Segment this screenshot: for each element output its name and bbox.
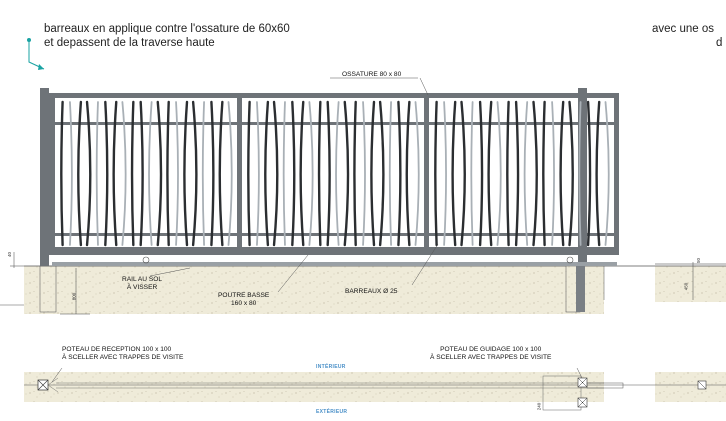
bar-dark <box>507 102 508 245</box>
bar-dark <box>398 102 400 245</box>
label-guidage-line2: À SCELLER AVEC TRAPPES DE VISITE <box>430 354 552 361</box>
bar-dark <box>301 102 304 245</box>
bar-dark <box>141 102 143 245</box>
bar-dark <box>570 102 573 245</box>
bar-dark <box>319 102 320 245</box>
bar-dark <box>328 102 330 245</box>
bar-dark <box>597 102 600 245</box>
bar-dark <box>516 102 518 245</box>
bar-light <box>203 102 204 245</box>
label-barreaux: BARREAUX Ø 25 <box>345 288 398 295</box>
bar-dark <box>371 102 374 245</box>
bar-dark <box>167 102 168 245</box>
bar-dark <box>534 102 537 245</box>
bar-dark <box>489 102 492 245</box>
note-right-line2: d <box>716 37 723 49</box>
dim-plan-small: 240 <box>536 402 542 411</box>
bar-light <box>97 102 98 245</box>
bar-light <box>471 102 472 245</box>
ground-band <box>24 266 604 314</box>
label-exterieur: EXTÉRIEUR <box>316 409 348 415</box>
bar-light <box>176 102 178 245</box>
bar-dark <box>274 102 277 245</box>
label-reception-line1: POTEAU DE RECEPTION 100 x 100 <box>62 346 172 353</box>
dim-left-large: 800 <box>71 292 77 301</box>
bar-dark <box>453 102 456 245</box>
label-poteau-guidage <box>430 346 551 362</box>
bar-dark <box>105 102 107 245</box>
label-guidage-line1: POTEAU DE GUIDAGE 100 x 100 <box>440 346 542 353</box>
bar-dark <box>220 102 223 245</box>
bar-light <box>284 102 285 245</box>
note-right-line1: avec une os <box>652 23 715 35</box>
ground-rail <box>52 262 617 266</box>
bar-dark <box>78 102 81 245</box>
dim-right-large: 450 <box>683 282 689 291</box>
label-rail-line1: RAIL AU SOL <box>122 276 163 283</box>
label-poutre-line1: POUTRE BASSE <box>218 292 270 299</box>
bar-dark <box>87 102 90 245</box>
bar-dark <box>480 102 482 245</box>
label-poutre-basse <box>218 292 269 308</box>
note-left-line2: et depassent de la traverse haute <box>44 37 215 49</box>
bar-light <box>390 102 391 245</box>
bar-dark <box>265 102 268 245</box>
dim-left-small: 40 <box>7 251 13 258</box>
label-rail <box>122 276 162 292</box>
bar-dark <box>588 102 590 245</box>
bar-dark <box>61 102 62 245</box>
bar-dark <box>543 102 544 245</box>
note-left-line1: barreaux en applique contre l'ossature de 60x60 <box>44 23 290 35</box>
bar-dark <box>407 102 410 245</box>
bar-dark <box>114 102 117 245</box>
bar-dark <box>158 102 161 245</box>
bar-dark <box>380 102 383 245</box>
bar-dark <box>132 102 133 245</box>
label-ossature: OSSATURE 80 x 80 <box>342 71 402 78</box>
bar-dark <box>292 102 294 245</box>
bar-light <box>552 102 554 245</box>
note-pointer-arrow <box>27 38 44 70</box>
bar-light <box>444 102 446 245</box>
label-poutre-line2: 160 x 80 <box>231 300 257 307</box>
bar-dark <box>211 102 213 245</box>
reception-post <box>40 88 49 266</box>
bar-dark <box>345 102 348 245</box>
label-poteau-reception <box>62 346 183 362</box>
bar-light <box>70 102 72 245</box>
bar-dark <box>354 102 355 245</box>
bar-light <box>257 102 259 245</box>
bar-dark <box>184 102 187 245</box>
dim-right-small: 50 <box>696 257 702 264</box>
ground-band-right <box>655 266 726 302</box>
bar-dark <box>462 102 465 245</box>
bar-dark <box>561 102 564 245</box>
label-reception-line2: À SCELLER AVEC TRAPPES DE VISITE <box>62 354 184 361</box>
bar-dark <box>193 102 196 245</box>
label-rail-line2: À VISSER <box>126 284 158 291</box>
bar-dark <box>435 102 436 245</box>
label-interieur: INTÉRIEUR <box>316 364 346 370</box>
bar-light <box>363 102 365 245</box>
bar-dark <box>248 102 249 245</box>
plan-ground-band <box>24 372 604 402</box>
